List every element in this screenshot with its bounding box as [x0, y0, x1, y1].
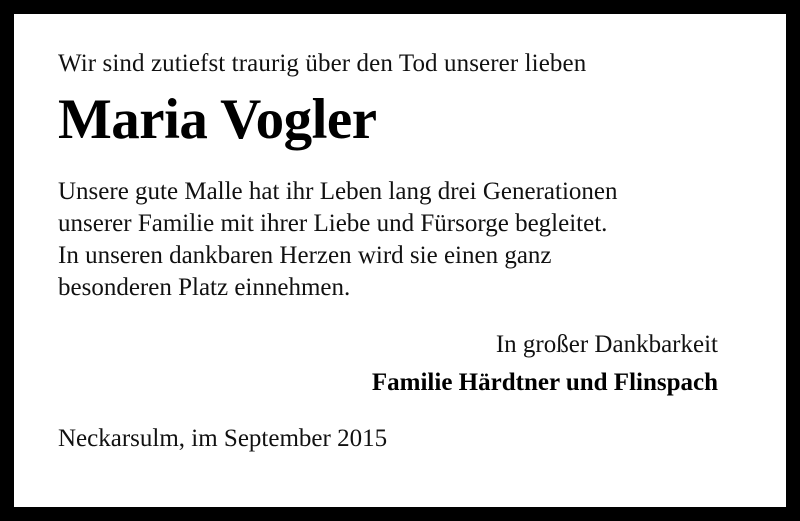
tribute-line: Unsere gute Malle hat ihr Leben lang drei Generationen [58, 178, 618, 206]
tribute-line: besonderen Platz einnehmen. [58, 274, 351, 302]
intro-line: Wir sind zutiefst traurig über den Tod unserer lieben [58, 50, 587, 77]
closing-gratitude: In großer Dankbarkeit [495, 331, 718, 359]
tribute-line: unserer Familie mit ihrer Liebe und Fürsorge begleitet. [58, 210, 608, 238]
obituary-card [14, 14, 786, 507]
place-and-date: Neckarsulm, im September 2015 [58, 425, 388, 452]
closing-family-name: Familie Härdtner und Flinspach [371, 369, 718, 397]
tribute-text [58, 176, 742, 304]
deceased-name: Maria Vogler [58, 87, 377, 151]
tribute-line: In unseren dankbaren Herzen wird sie einen ganz [58, 242, 552, 270]
closing-block [58, 330, 718, 398]
